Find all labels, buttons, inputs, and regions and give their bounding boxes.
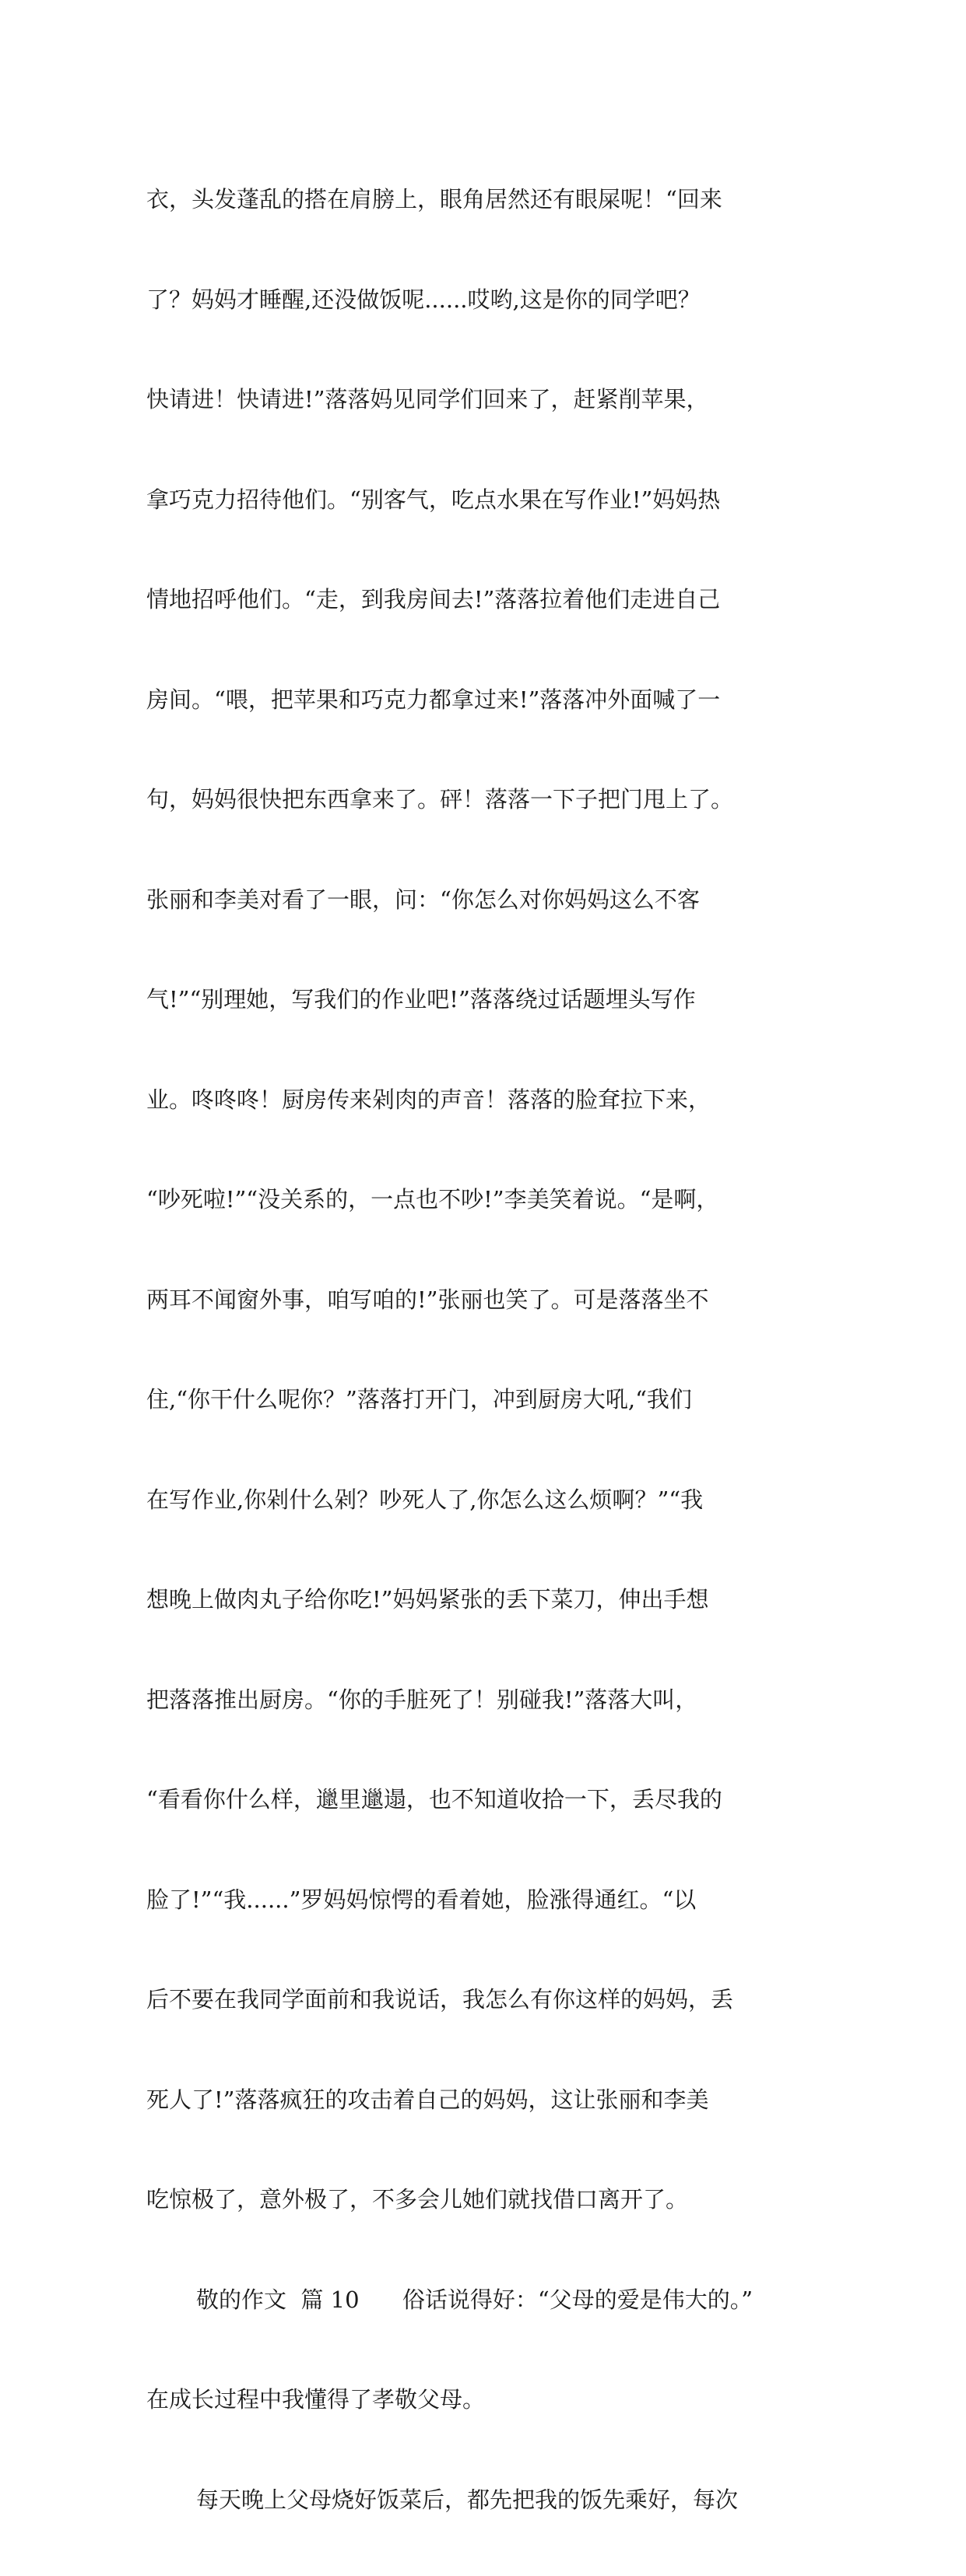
text-line: “看看你什么样，邋里邋遢，也不知道收拾一下，丢尽我的	[146, 1786, 722, 1813]
text-line: 想晚上做肉丸子给你吃!”妈妈紧张的丢下菜刀，伸出手想	[146, 1586, 709, 1613]
text-line: 住,“你干什么呢你？”落落打开门，冲到厨房大吼,“我们	[146, 1386, 692, 1413]
text-line: 两耳不闻窗外事，咱写咱的!”张丽也笑了。可是落落坐不	[146, 1286, 709, 1313]
text-line: 后不要在我同学面前和我说话，我怎么有你这样的妈妈，丢	[146, 1986, 734, 2013]
text-line: 了？妈妈才睡醒,还没做饭呢......哎哟,这是你的同学吧？	[146, 286, 701, 313]
text-line: “吵死啦!”“没关系的，一点也不吵!”李美笑着说。“是啊，	[146, 1186, 719, 1213]
text-line: 把落落推出厨房。“你的手脏死了！别碰我!”落落大叫，	[146, 1686, 698, 1713]
text-line: 快请进！快请进!”落落妈见同学们回来了，赶紧削苹果，	[146, 386, 709, 412]
text-line: 拿巧克力招待他们。“别客气，吃点水果在写作业!”妈妈热	[146, 486, 721, 513]
paragraph-start-line: 每天晚上父母烧好饭菜后，都先把我的饭先乘好，每次	[196, 2486, 739, 2513]
text-line: 在成长过程中我懂得了孝敬父母。	[146, 2386, 486, 2413]
body-text	[146, 123, 831, 2576]
text-line: 在写作业,你剁什么剁？吵死人了,你怎么这么烦啊？”“我	[146, 1486, 704, 1513]
text-line: 脸了!”“我......”罗妈妈惊愕的看着她，脸涨得通红。“以	[146, 1886, 697, 1913]
text-line: 死人了!”落落疯狂的攻击着自己的妈妈，这让张丽和李美	[146, 2086, 709, 2113]
text-line: 衣，头发蓬乱的搭在肩膀上，眼角居然还有眼屎呢！“回来	[146, 186, 722, 212]
text-line: 情地招呼他们。“走，到我房间去!”落落拉着他们走进自己	[146, 586, 721, 612]
section-heading-line: 敬的作文 篇 10 俗话说得好：“父母的爱是伟大的。”	[196, 2286, 753, 2313]
text-line: 句，妈妈很快把东西拿来了。砰！落落一下子把门甩上了。	[146, 786, 734, 812]
text-line: 吃惊极了，意外极了，不多会儿她们就找借口离开了。	[146, 2186, 689, 2213]
text-line: 业。咚咚咚！厨房传来剁肉的声音！落落的脸耷拉下来，	[146, 1086, 711, 1113]
text-line: 张丽和李美对看了一眼，问：“你怎么对你妈妈这么不客	[146, 886, 700, 913]
text-line: 房间。“喂，把苹果和巧克力都拿过来!”落落冲外面喊了一	[146, 686, 721, 713]
text-line: 气!”“别理她，写我们的作业吧!”落落绕过话题埋头写作	[146, 986, 696, 1013]
